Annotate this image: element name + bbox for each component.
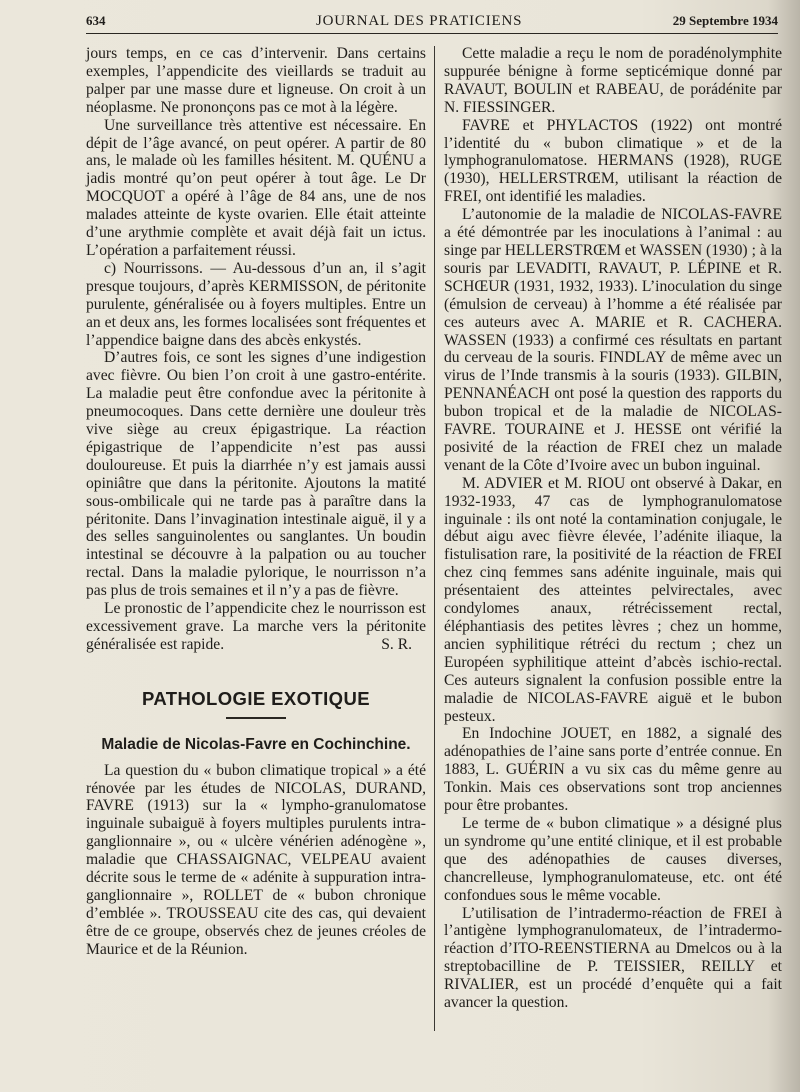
paragraph-indochine: En Indochine JOUET, en 1882, a signalé des adénopathies de l’aine sans porte d’entrée connue. En 1883, L. GUÉRIN a vu six cas du même genre au Tonkin. Mais ces observations sont trop anciennes pour être probantes. — [444, 725, 782, 815]
paragraph-terme: Le terme de « bubon climatique » a désigné plus un syndrome qu’une entité clinique, et il est probable que des adénopathies de causes diverses, chancrelleuse, lymphogranulomateuse, etc. ont été confondues sous le même vocable. — [444, 814, 782, 904]
journal-title: JOURNAL DES PRATICIENS — [316, 13, 523, 29]
paragraph-poradenolymphite: Cette maladie a reçu le nom de poradénolymphite suppurée bénigne à forme septicémique donné par RAVAUT, BOULIN et RABEAU, de porádénite par N. FIESSINGER. — [444, 45, 782, 116]
paragraph-nourrissons: c) Nourrissons. — Au-dessous d’un an, il s’agit presque toujours, d’après KERMISSON, de péritonite purulente, généralisée ou à foyers multiples. Entre un an et deux ans, les formes localisées sont fréquentes et l’appendice baigne dans des abcès enkystés. — [86, 259, 426, 349]
section-title: PATHOLOGIE EXOTIQUE — [142, 687, 370, 709]
paragraph-surveillance: Une surveillance très attentive est nécessaire. En dépit de l’âge avancé, on peut opérer. A partir de 80 ans, le malade où les familles hésitent. M. QUÉNU a jadis montré qu’on peut opérer à tout âge. Le Dr MOCQUOT a opéré à l’âge de 84 ans, une de nos malades atteinte de kyste ovarien. Elle était atteinte d’une arythmie complète et avait déjà fait un ictus. L’opération a parfaitement réussi. — [86, 116, 426, 259]
page-number: 634 — [86, 13, 106, 28]
column-divider — [434, 46, 435, 1031]
issue-date: 29 Septembre 1934 — [672, 13, 778, 28]
left-column — [86, 45, 426, 959]
paragraph-prognosis: Le pronostic de l’appendicite chez le nourrisson est excessivement grave. La marche vers la péritonite généralisée est rapide. — [86, 600, 426, 653]
section-rule — [226, 717, 286, 719]
running-header — [86, 13, 778, 33]
author-signature: S. R. — [381, 635, 412, 653]
paragraph-bubon-climatique: La question du « bubon climatique tropical » a été rénovée par les études de NICOLAS, DURAND, FAVRE (1913) sur la « lympho-granulomatose inguinale subaiguë à foyers multiples purulents intra-ganglionnaire », ou « ulcère vénérien adénogène », maladie que CHASSAIGNAC, VELPEAU avaient décrite sous le terme de « adénite à suppuration intra-ganglionnaire », ROLLET de « bubon chronique d’emblée ». TROUSSEAU cite des cas, qui devaient être de ce groupe, observés chez de jeunes créoles de Maurice et de la Réunion. — [86, 761, 426, 958]
paragraph-favre-phylactos: FAVRE et PHYLACTOS (1922) ont montré l’identité du « bubon climatique » et de la lymphogranulomatose. HERMANS (1928), RUGE (1930), HELLERSTRŒM, utilisant la réaction de FREI, ont identifié les maladies. — [444, 116, 782, 206]
paragraph-advier-riou: M. ADVIER et M. RIOU ont observé à Dakar, en 1932-1933, 47 cas de lymphogranulomatose inguinale : ils ont noté la contamination conjugale, le début aigu avec fièvre élevée, l’adénite iliaque, la fistulisation rare, la positivité de la réaction de FREI chez cinq femmes sans adénite inguinale, mais qui présentaient des atteintes pelvirectales, avec condylomes anaux, rétrécissement rectal, éléphantiasis des petites lèvres ; chez un homme, ancien syphilitique rétréci du rectum ; chez un Européen syphilitique atteint d’abcès ischio-rectal. Ces auteurs signalent la confusion possible entre la maladie de NICOLAS-FAVRE aiguë et le bubon pesteux. — [444, 474, 782, 725]
paragraph-indigestion: D’autres fois, ce sont les signes d’une indigestion avec fièvre. Ou bien l’on croit à une gastro-entérite. La maladie peut être confondue avec la péritonite à pneumocoques. Dans cette dernière une douleur très vive siège au creux épigastrique. La réaction épigastrique de l’appendicite n’est pas aussi douloureuse. Et puis la diarrhée n’y est jamais aussi opiniâtre que dans la péritonite. Ajoutons la matité sous-ombilicale qui ne tarde pas à paraître dans la péritonite. Dans l’invagination intestinale aiguë, il y a des selles sanguinolentes ou sanglantes. Un boudin intestinal se découvre à la palpation ou au toucher rectal. Dans la maladie pylorique, le nourrisson n’a pas plus de trois semaines et il n’y a pas de fièvre. — [86, 349, 426, 600]
paragraph-intradermo: L’utilisation de l’intradermo-réaction de FREI à l’antigène lymphogranulomateux, de l’intradermo-réaction d’ITO-REENSTIERNA au Dmelcos ou à la streptobacilline de P. TEISSIER, REILLY et RIVALIER, est un procédé d’enquête qui a fait avancer la question. — [444, 904, 782, 1012]
article-title: Maladie de Nicolas-Favre en Cochinchine. — [101, 735, 411, 753]
paragraph-elderly-appendicitis: jours temps, en ce cas d’intervenir. Dans certains exemples, l’appendicite des vieillards se traduit au palper par une masse dure et ligneuse. On croit à un néoplasme. Ne prononçons pas ce mot à la légère. — [86, 45, 426, 116]
right-column — [444, 45, 782, 1012]
paragraph-autonomie: L’autonomie de la maladie de NICOLAS-FAVRE a été démontrée par les inoculations à l’animal : au singe par HELLERSTRŒM et WASSEN (1930) ; à la souris par LEVADITI, RAVAUT, P. LÉPINE et R. SCHŒUR (1931, 1932, 1933). L’inoculation du singe (émulsion de cerveau) à l’homme a été réalisée par ces auteurs avec A. MARIE et R. CACHERA. WASSEN (1933) a confirmé ces résultats en partant du cerveau de la souris. FINDLAY de même avec un virus de l’Inde transmis à la souris (1933). GILBIN, PENNANÉACH ont posé la question des rapports du bubon tropical et de la maladie de NICOLAS-FAVRE. TOURAINE et J. HESSE ont vérifié la posivité de la réaction de FREI chez un malade venant de la Côte d’Ivoire avec un bubon inguinal. — [444, 206, 782, 474]
header-rule — [86, 33, 778, 34]
